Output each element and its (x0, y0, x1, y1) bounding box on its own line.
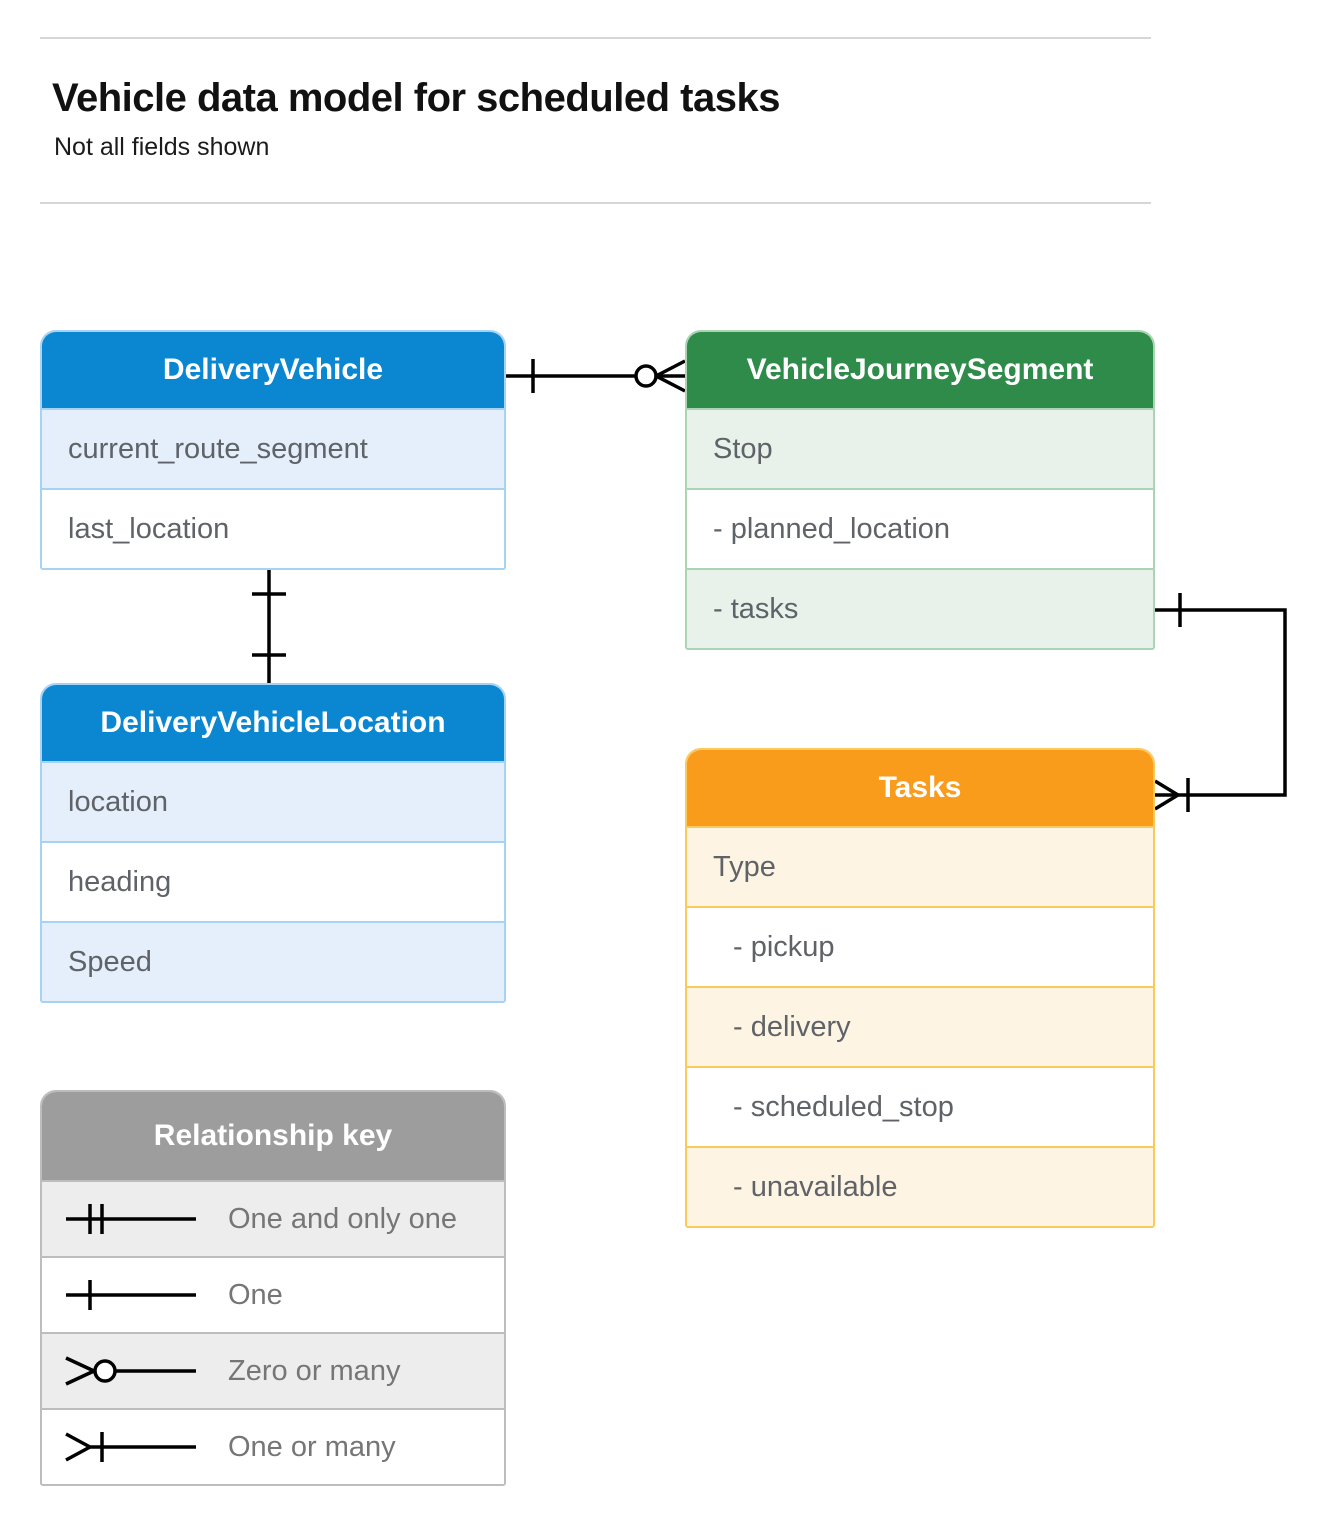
divider-top (40, 37, 1151, 39)
field-row: heading (42, 841, 504, 921)
entity-title: Tasks (687, 750, 1153, 826)
field-row: Speed (42, 921, 504, 1001)
crows-foot-icon (1155, 781, 1178, 795)
field-row: Stop (687, 408, 1153, 488)
field-row: - pickup (687, 906, 1153, 986)
legend-item (42, 1408, 504, 1484)
field-row: - tasks (687, 568, 1153, 648)
legend-label: One or many (228, 1430, 396, 1463)
field-row: - delivery (687, 986, 1153, 1066)
legend-item (42, 1332, 504, 1408)
one-or-many-icon (64, 1427, 198, 1467)
entity-delivery-vehicle-location (40, 683, 506, 1003)
legend-item (42, 1180, 504, 1256)
field-row: last_location (42, 488, 504, 568)
entity-title: DeliveryVehicle (42, 332, 504, 408)
divider-bottom (40, 202, 1151, 204)
one-icon (64, 1275, 198, 1315)
field-row: - unavailable (687, 1146, 1153, 1226)
entity-title: VehicleJourneySegment (687, 332, 1153, 408)
connector-vehiclejourneysegment-tasks (1155, 593, 1285, 812)
zero-or-many-icon (64, 1351, 198, 1391)
connector-deliveryvehicle-vehiclejourneysegment (506, 359, 685, 393)
field-row: location (42, 761, 504, 841)
entity-delivery-vehicle (40, 330, 506, 570)
legend-item (42, 1256, 504, 1332)
page-subtitle: Not all fields shown (54, 133, 270, 161)
one-and-only-one-icon (64, 1199, 198, 1239)
legend-label: Zero or many (228, 1354, 401, 1387)
legend-label: One and only one (228, 1202, 457, 1235)
zero-circle-icon (636, 366, 656, 386)
field-row: - planned_location (687, 488, 1153, 568)
entity-vehicle-journey-segment (685, 330, 1155, 650)
entity-title: DeliveryVehicleLocation (42, 685, 504, 761)
legend-title: Relationship key (42, 1092, 504, 1180)
relationship-key (40, 1090, 506, 1486)
entity-tasks (685, 748, 1155, 1228)
field-row: - scheduled_stop (687, 1066, 1153, 1146)
legend-label: One (228, 1278, 283, 1311)
field-row: Type (687, 826, 1153, 906)
page-title: Vehicle data model for scheduled tasks (52, 76, 780, 120)
field-row: current_route_segment (42, 408, 504, 488)
crows-foot-icon (656, 361, 685, 376)
connector-deliveryvehicle-deliveryvehiclelocation (252, 568, 286, 683)
